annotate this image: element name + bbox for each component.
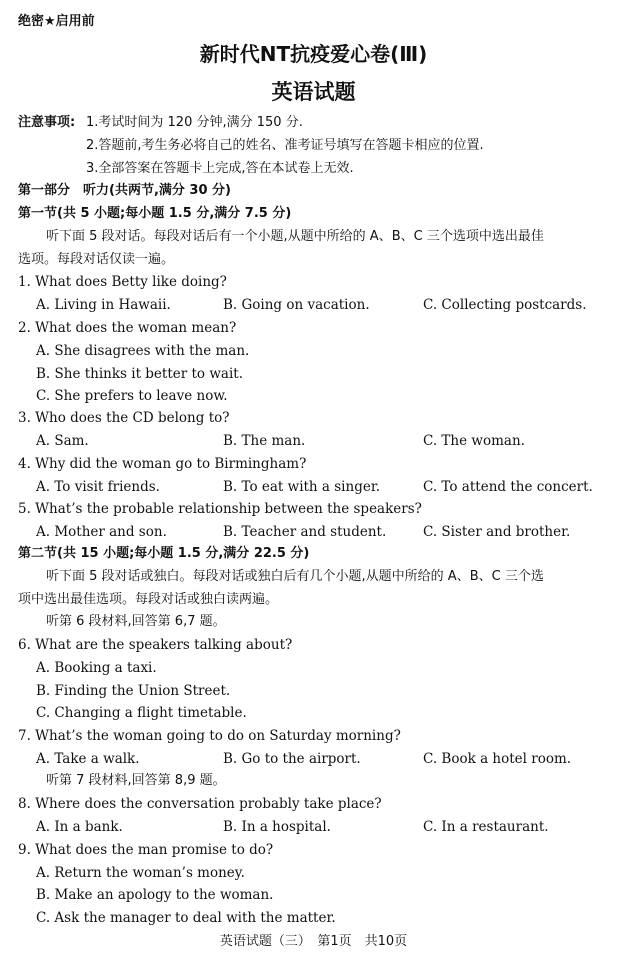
q3-option-a: A. Sam. <box>36 433 89 449</box>
q9-option-b: B. Make an apology to the woman. <box>36 887 274 903</box>
q7-option-a: A. Take a walk. <box>36 751 140 767</box>
note-item: 2.答题前,考生务必将自己的姓名、准考证号填写在答题卡相应的位置. <box>86 138 484 153</box>
question-3: 3. Who does the CD belong to? <box>18 410 230 426</box>
note-item: 3.全部答案在答题卡上完成,答在本试卷上无效. <box>86 161 354 176</box>
note-item: 1.考试时间为 120 分钟,满分 150 分. <box>86 115 303 130</box>
section2-title: 第二节(共 15 小题;每小题 1.5 分,满分 22.5 分) <box>18 546 310 561</box>
q8-option-a: A. In a bank. <box>36 819 123 835</box>
q2-option-a: A. She disagrees with the man. <box>36 343 250 359</box>
section1-title: 第一节(共 5 小题;每小题 1.5 分,满分 7.5 分) <box>18 206 292 221</box>
part1-title: 第一部分 听力(共两节,满分 30 分) <box>18 183 231 198</box>
q2-option-b: B. She thinks it better to wait. <box>36 366 243 382</box>
q7-option-b: B. Go to the airport. <box>223 751 361 767</box>
q3-option-c: C. The woman. <box>423 433 525 449</box>
confidential-header: 绝密★启用前 <box>18 14 95 29</box>
question-6: 6. What are the speakers talking about? <box>18 637 293 653</box>
material-6-instruction: 听第 6 段材料,回答第 6,7 题。 <box>46 614 226 629</box>
material-7-instruction: 听第 7 段材料,回答第 8,9 题。 <box>46 773 226 788</box>
q6-option-c: C. Changing a flight timetable. <box>36 705 247 721</box>
question-1: 1. What does Betty like doing? <box>18 274 227 290</box>
q4-option-c: C. To attend the concert. <box>423 479 593 495</box>
q8-option-c: C. In a restaurant. <box>423 819 549 835</box>
page-footer: 英语试题（三） 第1页 共10页 <box>219 934 408 949</box>
exam-title: 新时代NT抗疫爱心卷(Ⅲ) <box>199 42 428 66</box>
q5-option-a: A. Mother and son. <box>36 524 167 540</box>
section1-instruction-cont: 选项。每段对话仅读一遍。 <box>18 252 175 267</box>
question-5: 5. What’s the probable relationship between the speakers? <box>18 501 422 517</box>
q1-option-c: C. Collecting postcards. <box>423 297 587 313</box>
q1-option-b: B. Going on vacation. <box>223 297 370 313</box>
q3-option-b: B. The man. <box>223 433 306 449</box>
exam-subtitle: 英语试题 <box>271 80 356 104</box>
q9-option-c: C. Ask the manager to deal with the matter. <box>36 910 336 926</box>
q6-option-a: A. Booking a taxi. <box>36 660 157 676</box>
question-4: 4. Why did the woman go to Birmingham? <box>18 456 307 472</box>
q4-option-b: B. To eat with a singer. <box>223 479 381 495</box>
q1-option-a: A. Living in Hawaii. <box>36 297 171 313</box>
question-9: 9. What does the man promise to do? <box>18 842 274 858</box>
question-2: 2. What does the woman mean? <box>18 320 237 336</box>
q5-option-b: B. Teacher and student. <box>223 524 387 540</box>
q6-option-b: B. Finding the Union Street. <box>36 683 231 699</box>
q8-option-b: B. In a hospital. <box>223 819 331 835</box>
q5-option-c: C. Sister and brother. <box>423 524 571 540</box>
q9-option-a: A. Return the woman’s money. <box>36 865 245 881</box>
notes-label: 注意事项: <box>18 115 76 130</box>
question-7: 7. What’s the woman going to do on Saturday morning? <box>18 728 401 744</box>
question-8: 8. Where does the conversation probably take place? <box>18 796 382 812</box>
q2-option-c: C. She prefers to leave now. <box>36 388 228 404</box>
section2-instruction-cont: 项中选出最佳选项。每段对话或独白读两遍。 <box>18 592 279 607</box>
q7-option-c: C. Book a hotel room. <box>423 751 572 767</box>
section1-instruction: 听下面 5 段对话。每段对话后有一个小题,从题中所给的 A、B、C 三个选项中选出最佳 <box>46 229 544 244</box>
section2-instruction: 听下面 5 段对话或独白。每段对话或独白后有几个小题,从题中所给的 A、B、C 三个选 <box>46 569 544 584</box>
q4-option-a: A. To visit friends. <box>36 479 160 495</box>
